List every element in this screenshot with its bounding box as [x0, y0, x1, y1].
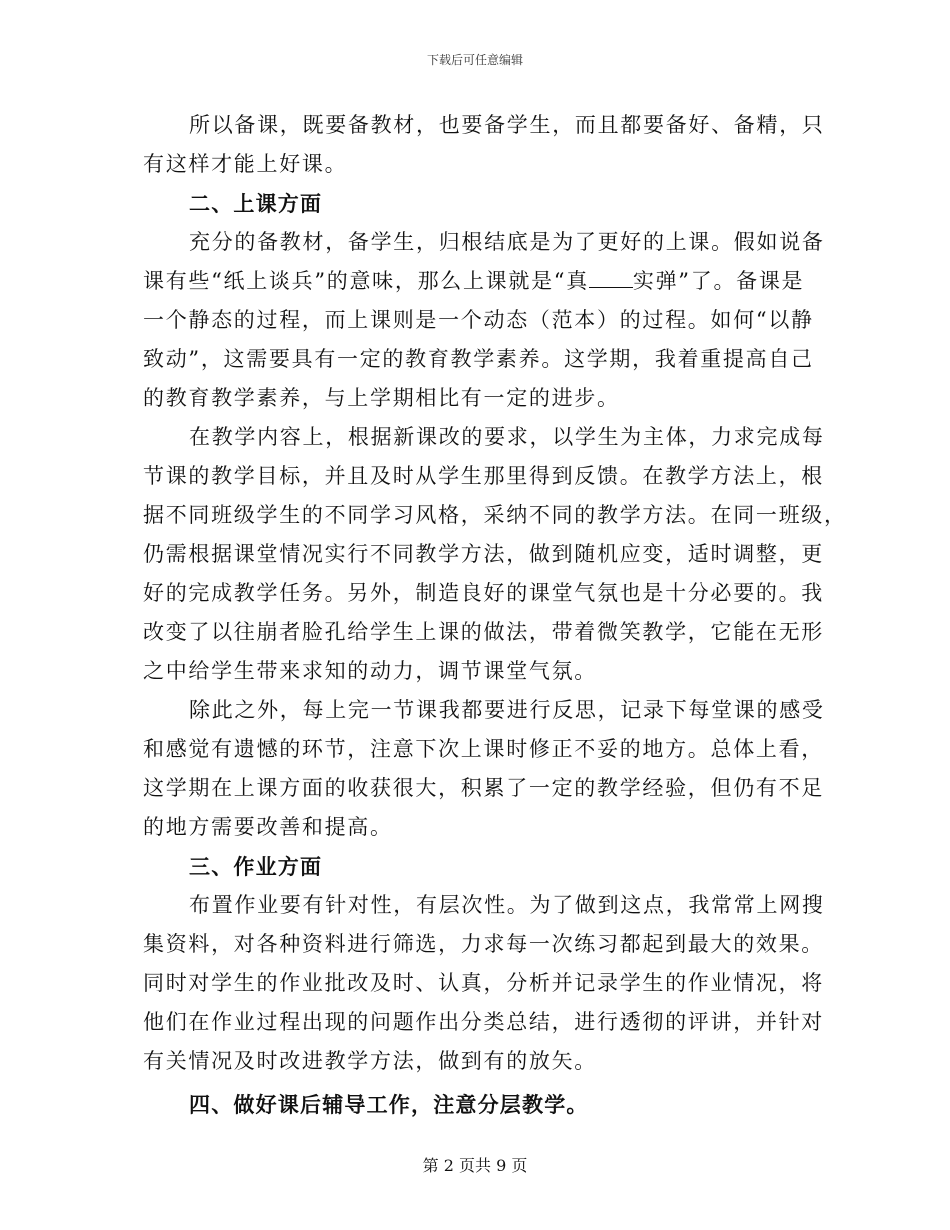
- paragraph-line: 的教育教学素养，与上学期相比有一定的进步。: [143, 386, 620, 410]
- paragraph-line: 所以备课，既要备教材，也要备学生，而且都要备好、备精，只: [189, 113, 825, 137]
- paragraph-line: 和感觉有遗憾的环节，注意下次上课时修正不妥的地方。总体上看，: [143, 737, 824, 761]
- paragraph-line: 的地方需要改善和提高。: [143, 815, 393, 839]
- fill-in-blank: [589, 265, 633, 288]
- paragraph-line: 同时对学生的作业批改及时、认真，分析并记录学生的作业情况，将: [143, 971, 824, 995]
- paragraph-line: 据不同班级学生的不同学习风格，采纳不同的教学方法。在同一班级，: [143, 503, 847, 527]
- paragraph-line: 他们在作业过程出现的问题作出分类总结，进行透彻的评讲，并针对: [143, 1010, 824, 1034]
- paragraph-line: 除此之外，每上完一节课我都要进行反思，记录下每堂课的感受: [189, 698, 825, 722]
- paragraph-line: 集资料，对各种资料进行筛选，力求每一次练习都起到最大的效果。: [143, 932, 824, 956]
- section-heading-two: 二、上课方面: [189, 191, 323, 216]
- paragraph-line: 这学期在上课方面的收获很大，积累了一定的教学经验，但仍有不足: [143, 776, 824, 800]
- paragraph-line: 仍需根据课堂情况实行不同教学方法，做到随机应变，适时调整，更: [143, 542, 824, 566]
- paragraph-line: 致动”，这需要具有一定的教育教学素养。这学期，我着重提高自己: [143, 347, 814, 371]
- page-header: 下载后可任意编辑: [426, 53, 523, 67]
- text-span: 课有些“纸上谈兵”的意味，那么上课就是“真: [143, 269, 589, 293]
- paragraph-line: 有这样才能上好课。: [143, 152, 348, 176]
- paragraph-line: 有关情况及时改进教学方法，做到有的放矢。: [143, 1049, 597, 1073]
- paragraph-line: 好的完成教学任务。另外，制造良好的课堂气氛也是十分必要的。我: [143, 581, 824, 605]
- document-body: [143, 106, 847, 1124]
- paragraph-line: 一个静态的过程，而上课则是一个动态（范本）的过程。如何“以静: [143, 308, 814, 332]
- section-heading-three: 三、作业方面: [189, 854, 323, 879]
- section-heading-four: 四、做好课后辅导工作，注意分层教学。: [189, 1092, 589, 1117]
- paragraph-line: [143, 262, 807, 301]
- paragraph-line: 充分的备教材，备学生，归根结底是为了更好的上课。假如说备: [189, 230, 825, 254]
- paragraph-line: 改变了以往崩者脸孔给学生上课的做法，带着微笑教学，它能在无形: [143, 620, 824, 644]
- paragraph-line: 之中给学生带来求知的动力，调节课堂气氛。: [143, 659, 597, 683]
- paragraph-line: 在教学内容上，根据新课改的要求，以学生为主体，力求完成每: [189, 425, 825, 449]
- paragraph-line: 节课的教学目标，并且及时从学生那里得到反馈。在教学方法上，根: [143, 464, 824, 488]
- paragraph-line: 布置作业要有针对性，有层次性。为了做到这点，我常常上网搜: [189, 893, 825, 917]
- text-span: 实弹”了。备课是: [632, 269, 805, 293]
- page-number: 第 2 页共 9 页: [422, 1156, 528, 1175]
